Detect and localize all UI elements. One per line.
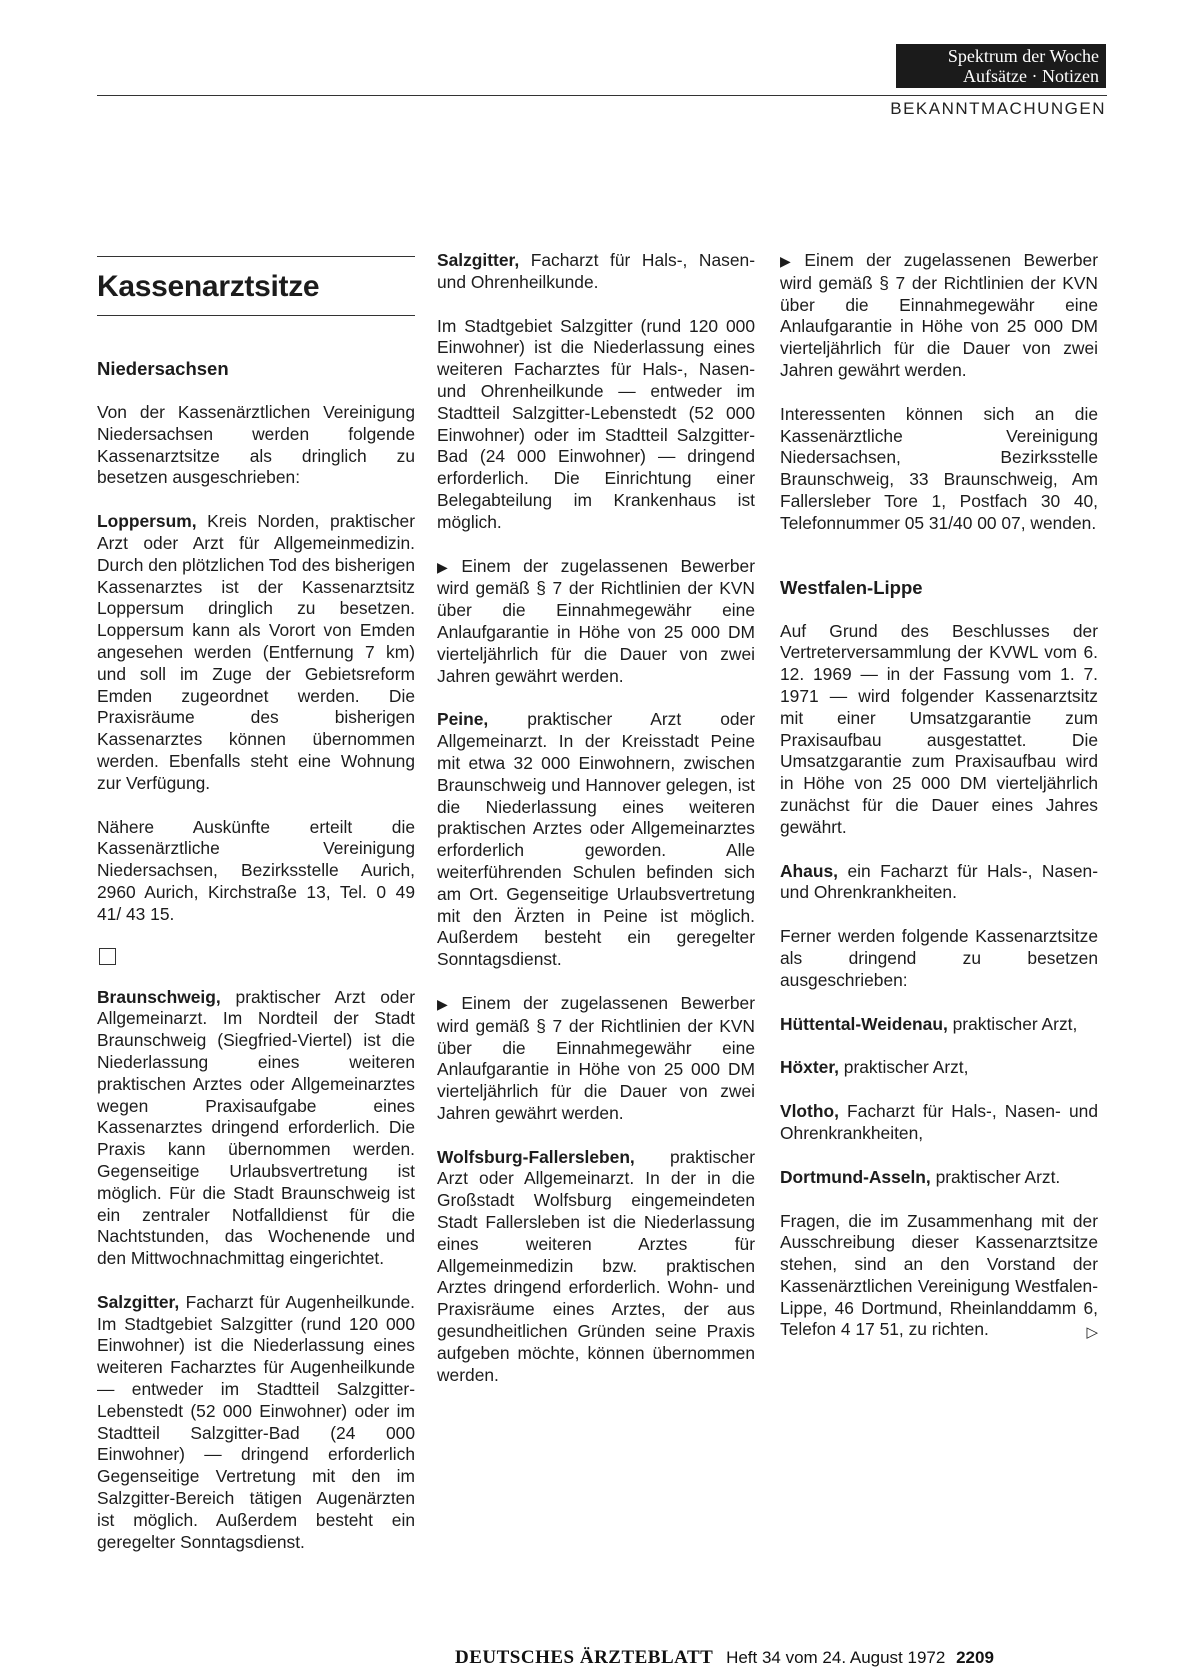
guarantee-peine — [437, 993, 755, 1125]
section-label: BEKANNTMACHUNGEN — [890, 99, 1106, 118]
entry-huettental — [780, 1014, 1098, 1036]
entry-hoexter — [780, 1057, 1098, 1079]
entry-text: ein Facharzt für Hals-, Nasen- und Ohrenkrankheiten. — [780, 860, 1098, 903]
page-footer — [455, 1647, 994, 1669]
entry-name: Loppersum, — [97, 511, 197, 532]
contact-braunschweig: Interessenten können sich an die Kassenärztliche Vereinigung Niedersachsen, Bezirksstelle Braunschweig, 33 Braunschweig, Am Fallersleber Tore 1, Postfach 30 40, Telefonnummer 05 31/40 00 07, wenden. — [780, 403, 1098, 533]
entry-braunschweig — [97, 987, 415, 1270]
journal-name: DEUTSCHES ÄRZTEBLATT — [455, 1647, 714, 1668]
salzgitter-hno-body: Im Stadtgebiet Salzgitter (rund 120 000 Einwohner) ist die Niederlassung eines weiteren Facharztes für Hals-, Nasen- und Ohrenheilkunde — entweder im Stadtteil Salzgitter-Lebenstedt (52 000 Einwohner) oder im Stadtteil Salzgitter-Bad (24 000 Einwohner) — dringend erforderlich. Die Einrichtung einer Belegabteilung im Krankenhaus ist möglich. — [437, 315, 755, 532]
entry-name: Dortmund-Asseln, — [780, 1166, 931, 1187]
entry-text: praktischer Arzt oder Allgemeinarzt. In der in die Großstadt Wolfsburg eingemeindeten Stadt Fallersleben ist die Niederlassung eines weiteren Arztes für Allgemeinmedizin bzw. praktischen Arztes dringend erforderlich. Wohn- und Praxisräume eines Arztes, der aus gesundheitlichen Gründen seine Praxis aufgeben möchte, können übernommen werden. — [437, 1146, 755, 1385]
guarantee-wolfsburg — [780, 250, 1098, 382]
entry-name: Salzgitter, — [437, 250, 520, 270]
entry-loppersum — [97, 511, 415, 794]
continue-arrow-icon: ▷ — [1086, 1324, 1098, 1342]
badge-line-1: Spektrum der Woche — [947, 46, 1099, 66]
separator-box-icon — [99, 948, 116, 965]
column-2 — [437, 250, 755, 1386]
entry-text: Kreis Norden, praktischer Arzt oder Arzt für Allgemeinmedizin. Durch den plötzlichen Tod des bisherigen Kassenarztes ist der Kassenarztsitz Loppersum dringlich zu besetzen. Loppersum kann als Vorort von Emden angesehen werden (Entfernung 7 km) und soll im Zuge der Gebietsreform Emden zugeordnet werden. Die Praxisräume des bisherigen Kassenarztes können übernommen werden. Ebenfalls steht eine Wohnung zur Verfügung. — [97, 511, 415, 793]
guarantee-text: Einem der zugelassenen Bewerber wird gemäß § 7 der Richtlinien der KVN über die Einnahmegewähr eine Anlaufgarantie in Höhe von 25 000 DM vierteljährlich für die Dauer von zwei Jahren gewährt werden. — [437, 555, 755, 686]
badge-line-2: Aufsätze · Notizen — [963, 66, 1099, 86]
entry-text: praktischer Arzt. — [930, 1166, 1061, 1187]
heading-niedersachsen: Niedersachsen — [97, 358, 229, 379]
title-rule-top — [97, 256, 415, 257]
entry-name: Braunschweig, — [97, 986, 221, 1007]
entry-text: praktischer Arzt oder Allgemeinarzt. Im Nordteil der Stadt Braunschweig (Siegfried-Viertel) ist die Niederlassung eines weiteren praktischen Arztes oder Allgemeinarztes wegen Praxisaufgabe eines Kassenarztes dringend erforderlich. Die Praxis kann übernommen werden. Gegenseitige Urlaubsvertretung ist möglich. Für die Stadt Braunschweig ist ein zentraler Notfalldienst für die Nachtstunden, das Wochenende und den Mittwochnachmittag eingerichtet. — [97, 986, 415, 1269]
title-rule-bottom — [97, 315, 415, 316]
guarantee-text: Einem der zugelassenen Bewerber wird gemäß § 7 der Richtlinien der KVN über die Einnahmegewähr eine Anlaufgarantie in Höhe von 25 000 DM vierteljährlich für die Dauer von zwei Jahren gewährt werden. — [780, 250, 1098, 380]
column-1 — [97, 250, 415, 1553]
entry-text: praktischer Arzt, — [947, 1013, 1078, 1034]
entry-ahaus — [780, 861, 1098, 905]
triangle-bullet-icon: ▶ — [437, 995, 456, 1012]
entry-name: Vlotho, — [780, 1101, 839, 1122]
column-3 — [780, 0, 1098, 1344]
triangle-bullet-icon: ▶ — [780, 253, 799, 269]
info-aurich: Nähere Auskünfte erteilt die Kassenärztliche Vereinigung Niedersachsen, Bezirksstelle Aurich, 2960 Aurich, Kirchstraße 13, Tel. 0 49 41/ 43 15. — [97, 816, 415, 924]
ferner-text: Ferner werden folgende Kassenarztsitze als dringend zu besetzen ausgeschrieben: — [780, 926, 1098, 990]
entry-name: Peine, — [437, 709, 489, 730]
entry-text: Facharzt für Hals-, Nasen- und Ohrenheilkunde. — [437, 250, 755, 292]
entry-name: Höxter, — [780, 1057, 839, 1078]
entry-name: Ahaus, — [780, 860, 838, 881]
issue-info: Heft 34 vom 24. August 1972 — [726, 1648, 946, 1667]
triangle-bullet-icon: ▶ — [437, 558, 456, 575]
fragen-text — [780, 1211, 1098, 1342]
entry-text: praktischer Arzt oder Allgemeinarzt. In der Kreisstadt Peine mit etwa 32 000 Einwohnern, zwischen Braunschweig und Hannover gelegen, ist die Niederlassung eines weiteren praktischen Arztes oder Allgemeinarztes erforderlich geworden. Alle weiterführenden Schulen befinden sich am Ort. Gegenseitige Urlaubsvertretung mit den Ärzten in Peine ist möglich. Außerdem besteht ein geregelter Sonntagsdienst. — [437, 709, 755, 970]
entry-dortmund — [780, 1167, 1098, 1189]
title-block — [97, 250, 415, 316]
entry-salzgitter-augen — [97, 1292, 415, 1554]
entry-vlotho — [780, 1101, 1098, 1145]
entry-text: Facharzt für Hals-, Nasen- und Ohrenkrankheiten, — [780, 1101, 1098, 1143]
article-title: Kassenarztsitze — [97, 270, 320, 303]
fragen-body: Fragen, die im Zusammenhang mit der Ausschreibung dieser Kassenarztsitze stehen, sind an den Vorstand der Kassenärztlichen Vereinigung Westfalen-Lippe, 46 Dortmund, Rheinlanddamm 6, Telefon 4 17 51, zu richten. — [780, 1210, 1098, 1340]
entry-text: Facharzt für Augenheilkunde. Im Stadtgebiet Salzgitter (rund 120 000 Einwohner) ist die Niederlassung eines weiteren Facharztes für Augenheilkunde — entweder im Stadtteil Salzgitter-Lebenstedt (52 000 Einwohner) oder im Stadtteil Salzgitter-Bad (24 000 Einwohner) — dringend erforderlich Gegenseitige Vertretung mit den im Salzgitter-Bereich tätigen Augenärzten ist möglich. Außerdem besteht ein geregelter Sonntagsdienst. — [97, 1291, 415, 1552]
intro-niedersachsen: Von der Kassenärztlichen Vereinigung Niedersachsen werden folgende Kassenarztsitze als dringlich zu besetzen ausgeschrieben: — [97, 402, 415, 488]
page-number: 2209 — [956, 1648, 994, 1667]
entry-salzgitter-hno — [437, 250, 755, 294]
entry-wolfsburg — [437, 1147, 755, 1387]
guarantee-text: Einem der zugelassenen Bewerber wird gemäß § 7 der Richtlinien der KVN über die Einnahmegewähr eine Anlaufgarantie in Höhe von 25 000 DM vierteljährlich für die Dauer von zwei Jahren gewährt werden. — [437, 992, 755, 1123]
entry-name: Wolfsburg-Fallersleben, — [437, 1146, 635, 1167]
entry-name: Salzgitter, — [97, 1291, 180, 1312]
heading-westfalen: Westfalen-Lippe — [780, 576, 923, 598]
entry-peine — [437, 709, 755, 971]
entry-text: praktischer Arzt, — [838, 1057, 969, 1078]
intro-westfalen: Auf Grund des Beschlusses der Vertreterversammlung der KVWL vom 6. 12. 1969 — in der Fassung vom 1. 7. 1971 — wird folgender Kassenarztsitz mit einer Umsatzgarantie zum Praxisaufbau ausgestattet. Die Umsatzgarantie zum Praxisaufbau wird in Höhe von 25 000 DM vierteljährlich zunächst für die Dauer eines Jahres gewährt. — [780, 620, 1098, 837]
guarantee-salzgitter — [437, 556, 755, 688]
entry-name: Hüttental-Weidenau, — [780, 1013, 948, 1034]
